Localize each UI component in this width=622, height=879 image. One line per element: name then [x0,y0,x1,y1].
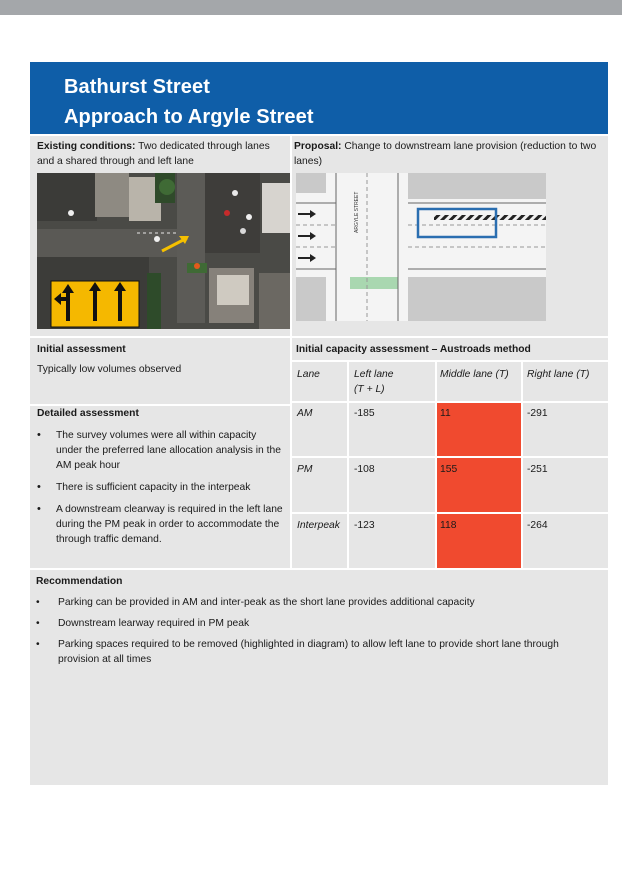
row-period-am: AM [297,408,313,419]
recommendation-text: Parking spaces required to be removed (highlighted in diagram) to allow left lane to provide short lane through provision at all times [58,639,559,665]
table-divider [292,512,608,514]
col-header-left-1: Left lane [354,369,394,380]
row-pm-left: -108 [354,464,375,475]
recommendation-bullet: • Downstream learway required in PM peak [36,618,250,629]
row-pm-middle: 155 [440,464,458,475]
initial-assessment-heading: Initial assessment [37,344,126,355]
col-header-right: Right lane (T) [527,369,590,380]
row-am-right: -291 [527,408,548,419]
col-header-left-2: (T + L) [354,384,385,395]
table-divider [347,362,349,568]
row-interpeak-right: -264 [527,520,548,531]
row-interpeak-middle: 118 [440,520,457,531]
table-divider [435,362,437,568]
existing-conditions-text [37,139,285,169]
row-pm-right: -251 [527,464,548,475]
page-top-bar [0,0,622,15]
middle-lane-highlight [437,402,521,568]
aerial-photo [37,173,290,329]
row-am-left: -185 [354,408,375,419]
page-title-banner [30,62,608,134]
table-divider [292,360,608,362]
detailed-assessment-heading: Detailed assessment [37,408,139,419]
initial-assessment-text: Typically low volumes observed [37,364,182,375]
argyle-street-label: ARGYLE STREET [354,191,360,233]
detailed-bullet-list [35,428,285,554]
table-divider [292,401,608,403]
row-interpeak-left: -123 [354,520,375,531]
proposal-label: Proposal: [294,141,342,152]
recommendation-bullet-list [36,595,596,673]
row-am-middle: 11 [440,408,451,419]
detailed-bullet: • The survey volumes were all within capacity under the preferred lane allocation analysis in the AM peak hour [35,428,285,473]
capacity-heading: Initial capacity assessment – Austroads method [296,344,531,355]
existing-label: Existing conditions: [37,141,136,152]
recommendation-bullet: • Parking can be provided in AM and inter-peak as the short lane provides additional capacity [36,597,475,608]
page-title-line2: Approach to Argyle Street [64,106,314,128]
recommendation-heading: Recommendation [36,576,123,587]
recommendation-text: Downstream learway required in PM peak [58,618,250,629]
col-header-lane: Lane [297,369,320,380]
col-header-middle: Middle lane (T) [440,369,509,380]
recommendation-bullet: • Parking spaces required to be removed (highlighted in diagram) to allow left lane to provide short lane through provision at all times [36,639,559,665]
detailed-bullet: • There is sufficient capacity in the interpeak [35,480,285,495]
table-divider [292,456,608,458]
existing-description: Two dedicated through lanes and a shared through and left lane [37,141,270,167]
proposal-diagram [296,173,546,321]
recommendation-text: Parking can be provided in AM and inter-peak as the short lane provides additional capacity [58,597,475,608]
proposal-description: Change to downstream lane provision (reduction to two lanes) [294,141,597,167]
proposal-text [294,139,598,169]
page-title-line1: Bathurst Street [64,76,210,98]
table-divider [521,362,523,568]
row-period-pm: PM [297,464,313,475]
row-period-interpeak: Interpeak [297,520,340,531]
detailed-bullet: • A downstream clearway is required in the left lane during the PM peak in order to accommodate the through traffic demand. [35,502,285,547]
